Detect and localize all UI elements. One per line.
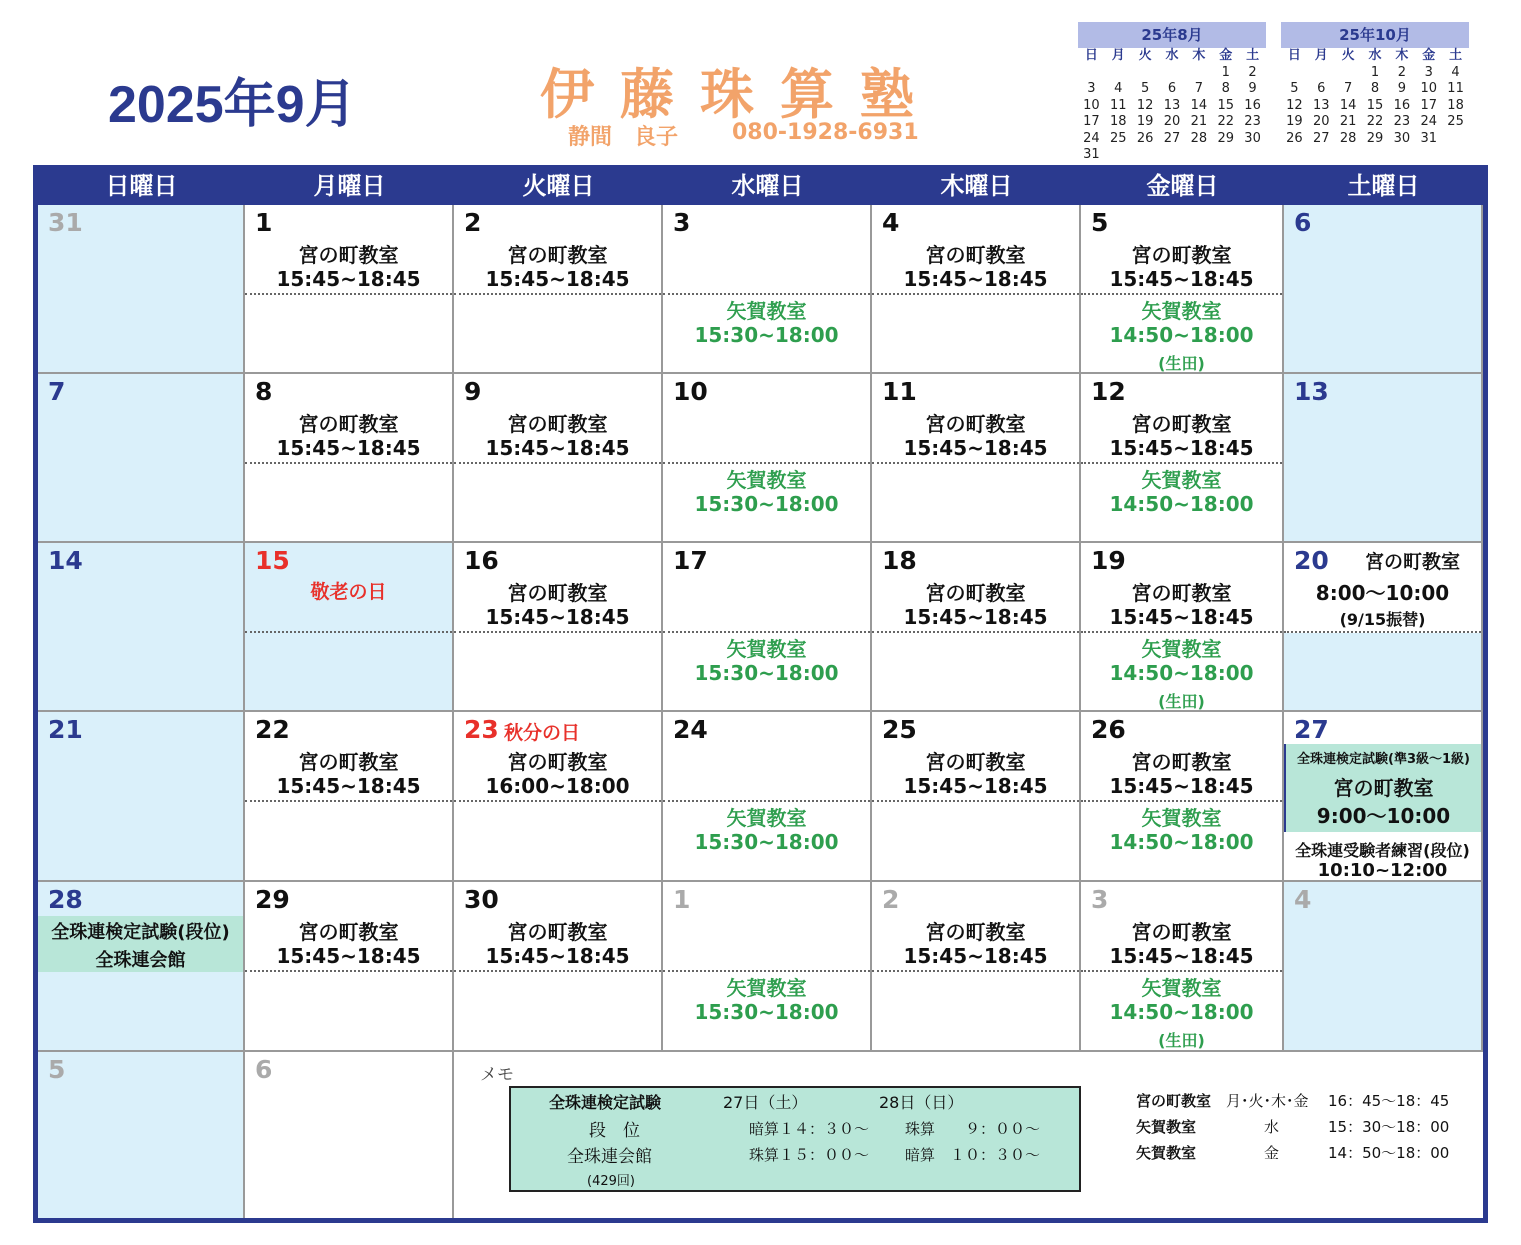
mini-weekday: 土 [1246,48,1260,63]
class-note: (生田) [1158,354,1205,373]
mini-day: 26 [1286,130,1303,146]
mini-day: 22 [1366,114,1384,129]
class-name: 宮の町教室 [507,750,608,774]
mini-calendar-grid [1281,48,1469,147]
class-name: 宮の町教室 [298,750,399,774]
mini-day: 31 [1083,147,1100,162]
class-name: 宮の町教室 [1131,412,1232,436]
class-note: (9/15振替) [1339,610,1426,629]
schedule-time: 14：50～18：00 [1328,1144,1450,1162]
class-name: 宮の町教室 [507,581,608,605]
day-number: 18 [882,546,917,575]
day-number: 2 [464,208,482,237]
class-time: 16:00~18:00 [485,774,630,798]
day-cell[interactable] [1081,882,1284,1052]
day-cell[interactable] [872,543,1081,712]
day-cell[interactable] [1284,712,1483,882]
day-cell[interactable] [245,543,454,712]
day-cell[interactable] [454,712,663,882]
divider [245,293,452,295]
mini-day: 8 [1370,81,1380,96]
mini-day [1308,65,1335,82]
school-name: 伊藤珠算塾 [540,63,940,126]
mini-day: 24 [1420,114,1437,129]
day-number: 26 [1091,715,1126,744]
mini-weekday: 水 [1368,48,1382,63]
day-number: 14 [48,546,83,575]
calendar-frame [33,165,1488,1223]
class-time: 9:00～10:00 [1316,804,1451,828]
class-name: 矢賀教室 [1141,976,1222,1000]
exam-info-rank: 段 位 [589,1121,640,1141]
mini-day: 21 [1190,114,1208,129]
divider [872,293,1079,295]
day-cell[interactable] [1284,543,1483,712]
weekday-header: 水曜日 [731,172,804,200]
exam-info-r2b: 暗算 １０：３０～ [905,1146,1041,1164]
day-number: 7 [48,377,66,406]
mini-day: 12 [1136,97,1154,113]
mini-day: 28 [1339,130,1357,146]
mini-day: 14 [1339,97,1357,113]
class-name: 宮の町教室 [1131,920,1232,944]
day-number: 1 [673,885,691,914]
mini-day: 1 [1221,64,1230,80]
class-name: 宮の町教室 [507,920,608,944]
class-time: 15:45~18:45 [903,267,1048,291]
divider [872,970,1079,972]
day-cell[interactable] [245,882,454,1052]
mini-day: 27 [1163,130,1181,146]
day-cell[interactable] [454,882,663,1052]
mini-day: 12 [1286,97,1303,113]
mini-weekday: 木 [1395,48,1409,63]
mini-calendar-grid [1078,48,1266,164]
day-number: 4 [882,208,900,237]
class-time: 15:45~18:45 [485,605,630,629]
mini-day: 21 [1339,114,1357,129]
day-number: 3 [673,208,691,237]
mini-day: 18 [1110,114,1127,129]
class-name: 宮の町教室 [1333,776,1434,800]
class-time: 15:45~18:45 [903,774,1048,798]
class-time: 15:30~18:00 [694,830,839,854]
day-cell[interactable] [872,712,1081,882]
schedule-name: 矢賀教室 [1136,1118,1197,1136]
class-time: 15:30~18:00 [694,323,839,347]
day-number: 3 [1091,885,1109,914]
day-cell[interactable] [245,374,454,543]
day-cell[interactable] [872,374,1081,543]
mini-day: 26 [1136,130,1154,146]
mini-weekday: 金 [1422,48,1436,63]
class-name: 宮の町教室 [925,243,1026,267]
mini-day: 6 [1317,81,1326,96]
exam-info-date2: 28日（日） [879,1093,964,1112]
practice-title: 全珠連受験者練習(段位) [1295,841,1470,860]
weekday-header: 火曜日 [522,172,595,200]
mini-day [1078,65,1105,82]
day-number: 25 [882,715,917,744]
class-name: 宮の町教室 [1364,551,1460,573]
class-time: 15:45~18:45 [276,436,421,460]
mini-day: 10 [1420,81,1437,96]
mini-day: 29 [1366,130,1384,146]
exam-info-place: 全珠連会館 [567,1147,652,1167]
class-time: 15:45~18:45 [903,944,1048,968]
mini-day: 14 [1190,97,1208,113]
day-number: 5 [1091,208,1109,237]
teacher-name: 静間 良子 [568,125,679,150]
day-cell[interactable] [454,543,663,712]
day-cell[interactable] [1081,712,1284,882]
divider [245,970,452,972]
mini-day: 3 [1087,81,1096,96]
class-time: 14:50~18:00 [1109,323,1254,347]
weekday-header: 月曜日 [313,172,386,200]
mini-day: 27 [1313,130,1330,146]
class-time: 15:45~18:45 [485,944,630,968]
day-number: 19 [1091,546,1126,575]
class-time: 15:30~18:00 [694,1000,839,1024]
cell-bottom [1284,633,1481,710]
class-name: 矢賀教室 [1141,468,1222,492]
holiday-name: 秋分の日 [504,722,581,744]
mini-weekday: 日 [1287,48,1301,63]
day-number: 4 [1294,885,1312,914]
mini-day: 9 [1397,81,1406,96]
memo-area [454,1052,1483,1218]
divider [245,631,452,633]
day-cell[interactable] [663,712,872,882]
day-number: 13 [1294,377,1329,406]
mini-day: 29 [1217,130,1234,146]
class-name: 宮の町教室 [925,412,1026,436]
day-number: 2 [882,885,900,914]
exam-info-r1b: 珠算 ９：００～ [905,1120,1041,1138]
mini-day: 1 [1370,64,1380,80]
mini-day [1185,65,1212,82]
class-time: 15:45~18:45 [276,774,421,798]
day-number: 6 [255,1055,273,1084]
mini-day: 11 [1110,97,1127,113]
mini-day [1105,65,1132,82]
day-cell[interactable] [245,1052,454,1218]
mini-day: 24 [1083,130,1100,146]
mini-day: 9 [1248,81,1257,96]
mini-day: 11 [1447,81,1464,96]
schedule-days: 月･火･木･金 [1226,1092,1309,1110]
day-number: 23 [464,715,499,744]
day-number: 22 [255,715,290,744]
mini-calendar-august [1078,22,1266,164]
class-name: 宮の町教室 [507,243,608,267]
mini-day: 16 [1244,97,1261,113]
day-number: 1 [255,208,273,237]
mini-day: 15 [1217,97,1234,113]
mini-day [1281,65,1308,82]
day-cell[interactable] [872,882,1081,1052]
class-time: 15:45~18:45 [1109,267,1254,291]
class-time: 15:30~18:00 [694,492,839,516]
day-number: 16 [464,546,499,575]
mini-weekday: 火 [1341,48,1355,63]
day-cell[interactable] [454,374,663,543]
exam-title: 全珠連検定試験(段位) [51,922,230,943]
day-number: 30 [464,885,499,914]
day-cell[interactable] [1284,882,1483,1052]
mini-day: 19 [1136,114,1154,129]
mini-day: 25 [1447,114,1464,129]
day-number: 20 [1294,546,1329,575]
mini-calendar-october [1281,22,1469,147]
exam-info-r2a: 珠算１５：００～ [749,1146,870,1164]
class-time: 15:45~18:45 [485,436,630,460]
divider [872,800,1079,802]
exam-info-title: 全珠連検定試験 [549,1093,662,1112]
class-time: 14:50~18:00 [1109,492,1254,516]
divider [454,293,661,295]
day-number: 29 [255,885,290,914]
mini-day [1159,65,1186,82]
divider [454,970,661,972]
mini-weekday: 水 [1165,48,1179,63]
class-time: 15:45~18:45 [276,267,421,291]
day-cell[interactable] [38,882,245,1052]
day-number: 9 [464,377,482,406]
mini-day: 18 [1447,97,1464,113]
exam-info-box [509,1086,1081,1192]
holiday-name: 敬老の日 [310,581,387,603]
mini-day: 15 [1366,97,1384,113]
exam-info-date1: 27日（土） [723,1093,808,1112]
divider [245,462,452,464]
day-cell[interactable] [38,1052,245,1218]
class-name: 宮の町教室 [298,412,399,436]
day-cell[interactable] [38,543,245,712]
mini-day: 30 [1244,130,1261,146]
day-cell[interactable] [245,712,454,882]
day-number: 24 [673,715,708,744]
class-name: 矢賀教室 [1141,299,1222,323]
mini-day: 16 [1393,97,1411,113]
calendar-grid [38,205,1483,1218]
day-cell[interactable] [663,205,872,374]
class-name: 宮の町教室 [298,920,399,944]
weekday-header: 金曜日 [1146,172,1219,200]
class-time: 14:50~18:00 [1109,830,1254,854]
mini-day: 7 [1194,81,1203,96]
class-time: 15:45~18:45 [1109,774,1254,798]
day-number: 31 [48,208,83,237]
day-number: 5 [48,1055,66,1084]
mini-day: 19 [1286,114,1303,129]
day-number: 15 [255,546,290,575]
phone-number: 080-1928-6931 [732,120,919,145]
class-time: 15:45~18:45 [903,436,1048,460]
mini-day [1132,65,1159,82]
divider [454,462,661,464]
mini-day: 30 [1393,130,1411,146]
day-cell[interactable] [1081,374,1284,543]
mini-day: 2 [1248,64,1257,80]
class-name: 矢賀教室 [726,637,807,661]
day-number: 6 [1294,208,1312,237]
class-name: 宮の町教室 [925,581,1026,605]
class-name: 矢賀教室 [726,806,807,830]
weekday-header: 土曜日 [1347,172,1420,200]
class-name: 宮の町教室 [1131,750,1232,774]
practice-time: 10:10~12:00 [1317,860,1448,881]
class-name: 宮の町教室 [925,920,1026,944]
day-cell[interactable] [1081,205,1284,374]
weekday-header: 木曜日 [940,172,1013,200]
mini-weekday: 土 [1449,48,1463,63]
class-note: (生田) [1158,1031,1205,1050]
class-note: (生田) [1158,692,1205,711]
weekday-header: 日曜日 [105,172,178,200]
class-time: 15:45~18:45 [1109,436,1254,460]
day-number: 28 [48,885,83,914]
mini-day: 2 [1397,64,1406,80]
exam-title: 全珠連検定試験(準3級～1級) [1297,752,1470,767]
divider [1284,631,1481,633]
class-time: 15:45~18:45 [276,944,421,968]
mini-weekday: 月 [1314,48,1328,63]
mini-day: 22 [1217,114,1234,129]
class-name: 宮の町教室 [298,243,399,267]
divider [872,631,1079,633]
mini-day: 20 [1163,114,1181,129]
mini-day [1335,65,1362,82]
class-name: 宮の町教室 [507,412,608,436]
day-number: 10 [673,377,708,406]
mini-weekday: 日 [1084,48,1098,63]
class-name: 矢賀教室 [726,468,807,492]
mini-day: 23 [1244,114,1261,129]
mini-day: 7 [1343,81,1353,96]
mini-calendar-title: 25年10月 [1281,22,1469,48]
mini-day: 31 [1420,130,1437,146]
day-cell[interactable] [663,374,872,543]
schedule-name: 宮の町教室 [1136,1092,1212,1110]
mini-day: 28 [1190,130,1208,146]
exam-block [1284,744,1481,832]
class-name: 矢賀教室 [1141,806,1222,830]
day-number: 11 [882,377,917,406]
schedule-time: 16：45～18：45 [1328,1092,1450,1110]
mini-day: 13 [1163,97,1181,113]
exam-block [38,916,243,972]
class-time: 15:30~18:00 [694,661,839,685]
day-cell[interactable] [38,712,245,882]
mini-weekday: 月 [1111,48,1125,63]
day-cell[interactable] [38,205,245,374]
class-time: 14:50~18:00 [1109,661,1254,685]
day-cell[interactable] [38,374,245,543]
divider [872,462,1079,464]
day-number: 21 [48,715,83,744]
day-cell[interactable] [454,205,663,374]
class-time: 15:45~18:45 [1109,944,1254,968]
mini-day: 20 [1313,114,1330,129]
mini-day: 17 [1083,114,1100,129]
day-number: 17 [673,546,708,575]
day-cell[interactable] [663,882,872,1052]
mini-day: 6 [1167,81,1177,96]
mini-day: 5 [1140,81,1150,96]
mini-day: 10 [1083,97,1100,113]
class-name: 宮の町教室 [1131,581,1232,605]
class-time: 14:50~18:00 [1109,1000,1254,1024]
schedule-time: 15：30～18：00 [1328,1118,1450,1136]
class-name: 矢賀教室 [726,299,807,323]
schedule-days: 水 [1264,1118,1280,1136]
exam-place: 全珠連会館 [95,950,186,971]
day-cell[interactable] [1284,205,1483,374]
schedule-name: 矢賀教室 [1136,1144,1197,1162]
exam-info-r1a: 暗算１４：３０～ [749,1120,870,1138]
mini-calendar-title: 25年8月 [1078,22,1266,48]
day-cell[interactable] [872,205,1081,374]
class-time: 15:45~18:45 [1109,605,1254,629]
day-cell[interactable] [663,543,872,712]
class-time: 15:45~18:45 [903,605,1048,629]
mini-day: 4 [1114,81,1123,96]
day-number: 27 [1294,715,1329,744]
day-cell[interactable] [1284,374,1483,543]
divider [454,631,661,633]
mini-day: 25 [1110,130,1127,146]
class-time: 8:00～10:00 [1315,581,1450,605]
divider [454,800,661,802]
mini-day: 13 [1313,97,1330,113]
mini-day: 4 [1451,64,1460,80]
mini-weekday: 火 [1138,48,1152,63]
day-number: 12 [1091,377,1126,406]
mini-day: 23 [1393,114,1411,129]
day-cell[interactable] [245,205,454,374]
mini-weekday: 木 [1192,48,1206,63]
day-number: 8 [255,377,273,406]
class-name: 宮の町教室 [925,750,1026,774]
mini-day: 8 [1221,81,1230,96]
class-name: 矢賀教室 [726,976,807,1000]
page-title: 2025年9月 [108,76,357,134]
mini-weekday: 金 [1219,48,1233,63]
class-name: 矢賀教室 [1141,637,1222,661]
divider [245,800,452,802]
mini-day: 17 [1420,97,1437,113]
day-cell[interactable] [1081,543,1284,712]
exam-info-count: (429回) [587,1174,635,1189]
class-time: 15:45~18:45 [485,267,630,291]
memo-label: メモ [480,1065,514,1085]
mini-day: 5 [1290,81,1299,96]
class-name: 宮の町教室 [1131,243,1232,267]
schedule-days: 金 [1264,1144,1280,1162]
mini-day: 3 [1424,64,1433,80]
